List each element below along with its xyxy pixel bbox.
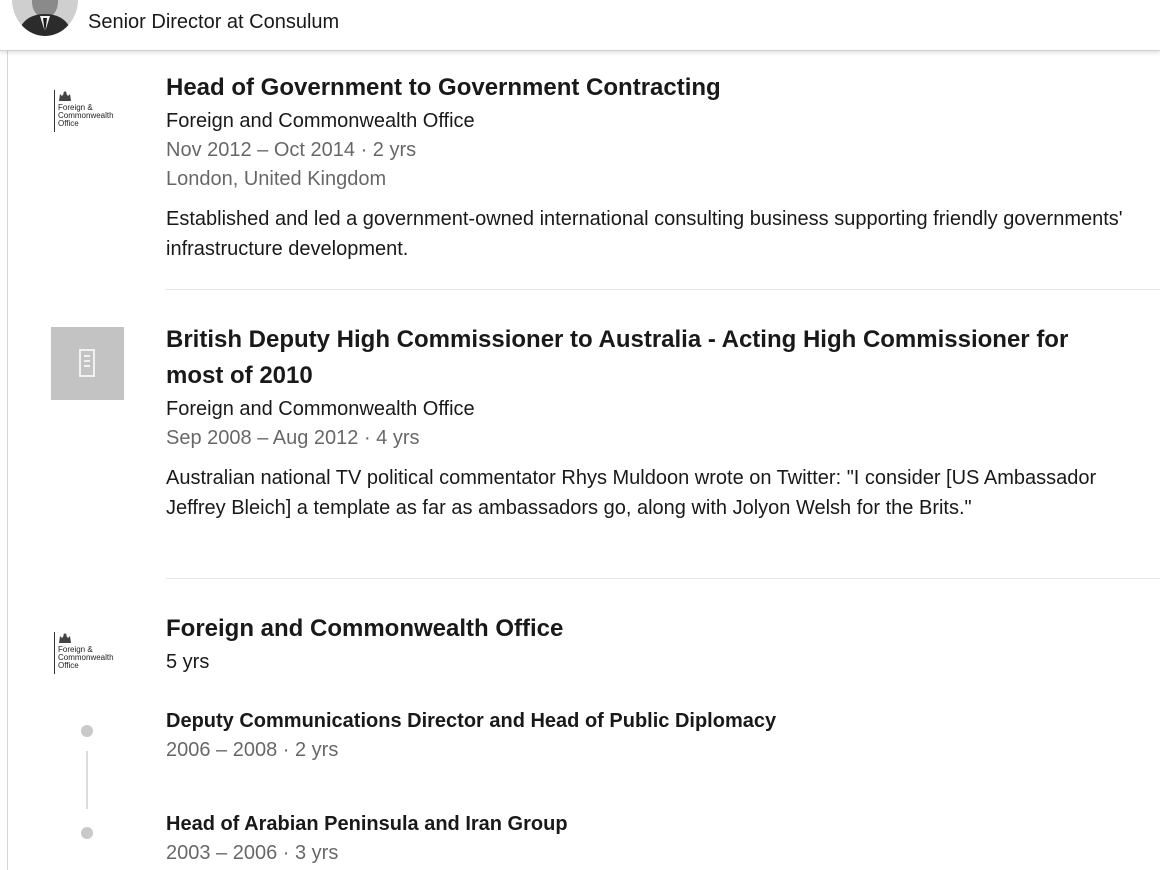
logo-divider	[54, 90, 55, 132]
company-logo-placeholder[interactable]	[51, 327, 124, 400]
avatar[interactable]	[12, 0, 78, 36]
company-name[interactable]: Foreign and Commonwealth Office	[166, 110, 475, 132]
timeline-dot	[81, 827, 93, 839]
company-name[interactable]: Foreign and Commonwealth Office	[166, 398, 475, 420]
job-description: Australian national TV political commentator Rhys Muldoon wrote on Twitter: "I consider [US Ambassador Jeffrey Bleich] a template as far as ambassadors go, along with Jolyon Welsh for the Brits."	[166, 467, 1097, 519]
date-range: Nov 2012 – Oct 2014 · 2 yrs	[166, 139, 417, 161]
job-description: Established and led a government-owned international consulting business supporting friendly governments' infrastructure development.	[166, 208, 1123, 260]
company-logo-fco[interactable]	[52, 632, 126, 680]
role-item	[166, 706, 1126, 765]
role-item	[166, 809, 1126, 868]
logo-text: Foreign & Commonwealth Office	[58, 645, 114, 670]
logo-text: Foreign & Commonwealth Office	[58, 103, 114, 128]
royal-crest-icon	[57, 632, 73, 644]
date-range: Sep 2008 – Aug 2012 · 4 yrs	[166, 427, 420, 449]
company-logo-fco[interactable]	[52, 90, 126, 138]
role-dates: 2006 – 2008 · 2 yrs	[166, 739, 339, 761]
job-title[interactable]: British Deputy High Commissioner to Australia - Acting High Commissioner for most of 2010	[166, 326, 1069, 389]
timeline-dot	[81, 725, 93, 737]
role-title[interactable]: Deputy Communications Director and Head of Public Diplomacy	[166, 710, 777, 732]
logo-divider	[54, 632, 55, 674]
divider	[166, 289, 1160, 290]
building-icon	[79, 349, 95, 377]
royal-crest-icon	[57, 90, 73, 102]
divider	[166, 578, 1160, 579]
group-company-name[interactable]: Foreign and Commonwealth Office	[166, 615, 564, 642]
group-duration: 5 yrs	[166, 651, 210, 673]
job-title[interactable]: Head of Government to Government Contracting	[166, 74, 721, 101]
profile-headline: Senior Director at Consulum	[88, 11, 340, 33]
timeline-line	[86, 751, 88, 809]
role-dates: 2003 – 2006 · 3 yrs	[166, 842, 339, 864]
profile-sticky-header	[0, 0, 1160, 51]
left-border	[7, 51, 8, 870]
role-title[interactable]: Head of Arabian Peninsula and Iran Group	[166, 813, 568, 835]
location: London, United Kingdom	[166, 168, 387, 190]
